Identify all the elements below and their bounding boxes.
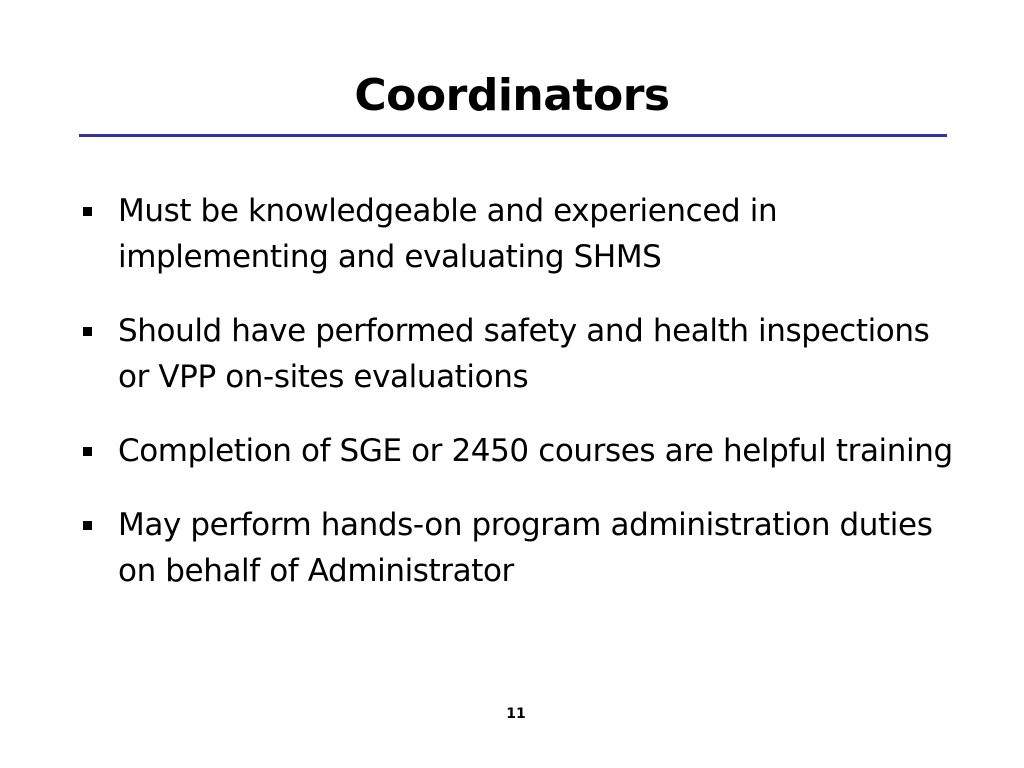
square-bullet-icon	[83, 521, 92, 530]
bullet-list	[80, 188, 960, 622]
bullet-text: May perform hands-on program administration duties on behalf of Administrator	[118, 507, 933, 589]
page-number: 11	[506, 706, 526, 722]
bullet-item	[80, 428, 960, 474]
square-bullet-icon	[83, 447, 92, 456]
square-bullet-icon	[83, 207, 92, 216]
bullet-item	[80, 308, 960, 400]
square-bullet-icon	[83, 327, 92, 336]
bullet-text: Completion of SGE or 2450 courses are helpful training	[118, 433, 953, 469]
bullet-item	[80, 502, 960, 594]
slide-title: Coordinators	[354, 70, 670, 121]
bullet-text: Should have performed safety and health inspections or VPP on-sites evaluations	[118, 313, 930, 395]
bullet-item	[80, 188, 960, 280]
bullet-text: Must be knowledgeable and experienced in implementing and evaluating SHMS	[118, 193, 778, 275]
title-divider	[79, 134, 947, 137]
